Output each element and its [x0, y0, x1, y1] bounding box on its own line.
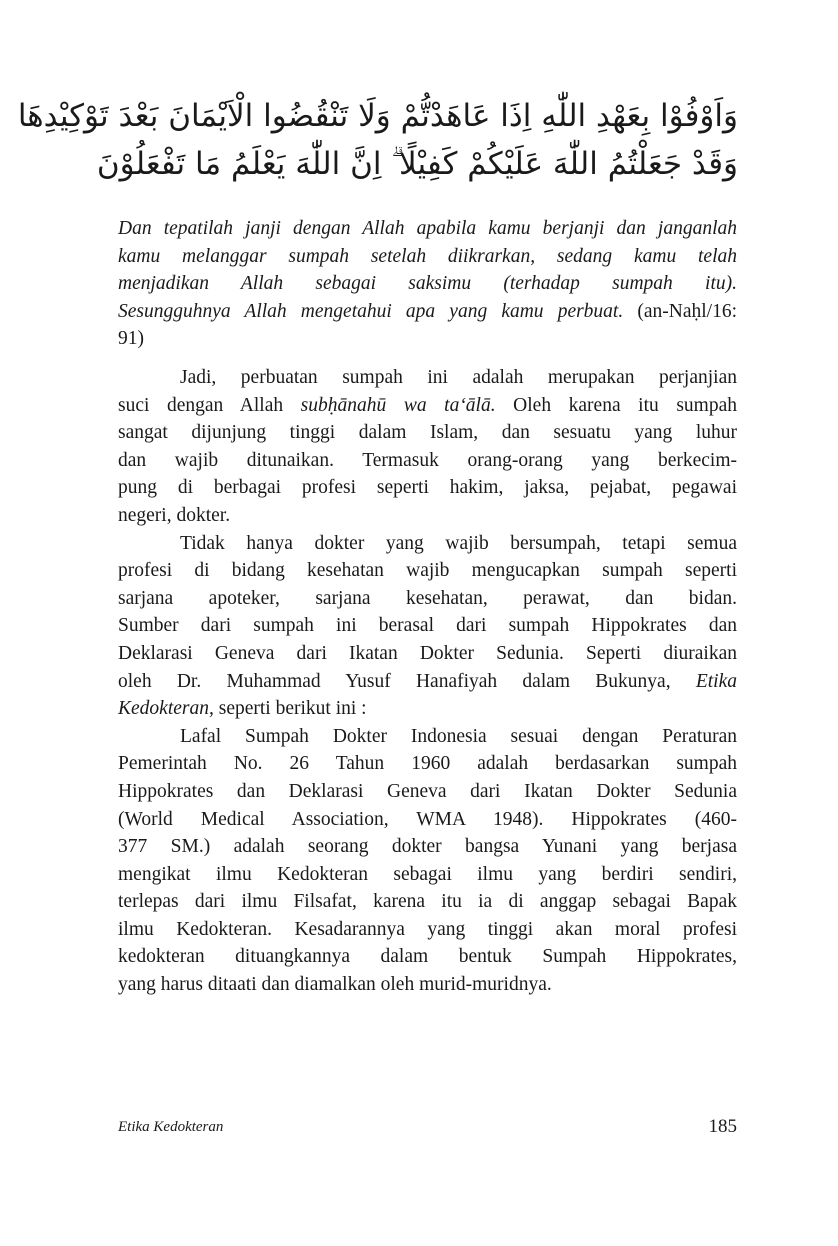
text-segment: 91) — [118, 328, 144, 350]
text-line — [118, 861, 737, 889]
text-segment: kedokteran dituangkannya dalam bentuk Sumpah Hippokrates, — [118, 946, 737, 968]
italic-text: kamu melanggar sumpah setelah diikrarkan, sedang kamu telah — [118, 245, 737, 267]
text-segment: Tidak hanya dokter yang wajib bersumpah, tetapi semua — [180, 532, 737, 554]
text-line — [118, 806, 737, 834]
text-line — [118, 695, 737, 723]
text-segment: (an-Naḥl/16: — [623, 300, 737, 322]
text-line — [118, 557, 737, 585]
text-line — [118, 778, 737, 806]
text-segment: Sumber dari sumpah ini berasal dari sumpah Hippokrates dan — [118, 615, 737, 637]
text-segment: yang harus ditaati dan diamalkan oleh murid-muridnya. — [118, 974, 552, 996]
arabic-verse-line: وَقَدْ جَعَلْتُمُ اللّٰهَ عَلَيْكُمْ كَفِيْلًا ۗ اِنَّ اللّٰهَ يَعْلَمُ مَا تَفْعَلُوْنَ — [96, 146, 738, 182]
text-line — [118, 640, 737, 668]
text-segment: Oleh karena itu sumpah — [495, 394, 737, 416]
text-segment: oleh Dr. Muhammad Yusuf Hanafiyah dalam Bukunya, — [118, 670, 696, 692]
text-segment: Lafal Sumpah Dokter Indonesia sesuai dengan Peraturan — [180, 725, 737, 747]
text-line — [118, 392, 737, 420]
italic-text: Etika — [695, 670, 737, 692]
text-line — [118, 325, 737, 353]
paragraph — [118, 364, 737, 530]
quran-verse-arabic — [17, 92, 738, 188]
italic-text: menjadikan Allah sebagai saksimu (terhadap sumpah itu). — [118, 273, 737, 295]
text-line — [118, 888, 737, 916]
text-line — [118, 585, 737, 613]
text-line — [118, 419, 737, 447]
arabic-verse-line: وَاَوْفُوْا بِعَهْدِ اللّٰهِ اِذَا عَاهَدْتُّمْ وَلَا تَنْقُضُوا الْاَيْمَانَ بَعْدَ تَوْكِيْدِهَا — [17, 98, 738, 134]
text-line — [118, 243, 737, 271]
text-line — [118, 298, 737, 326]
text-line — [118, 364, 737, 392]
italic-text: Kedokteran, — [118, 698, 214, 720]
text-segment: sangat dijunjung tinggi dalam Islam, dan sesuatu yang luhur — [118, 422, 737, 444]
text-segment: 377 SM.) adalah seorang dokter bangsa Yunani yang berjasa — [118, 836, 737, 858]
text-line — [118, 612, 737, 640]
text-segment: mengikat ilmu Kedokteran sebagai ilmu yang berdiri sendiri, — [118, 863, 737, 885]
text-segment: (World Medical Association, WMA 1948). Hippokrates (460- — [118, 808, 737, 830]
text-line — [118, 530, 737, 558]
text-segment: Pemerintah No. 26 Tahun 1960 adalah berdasarkan sumpah — [118, 753, 737, 775]
text-line — [118, 971, 737, 999]
running-footer-title: Etika Kedokteran — [118, 1119, 224, 1135]
text-line — [118, 723, 737, 751]
text-line — [118, 750, 737, 778]
text-segment: suci dengan Allah — [118, 394, 301, 416]
text-segment: Deklarasi Geneva dari Ikatan Dokter Sedunia. Seperti diuraikan — [118, 642, 737, 664]
verse-translation — [118, 215, 737, 353]
text-line — [118, 474, 737, 502]
paragraph — [118, 530, 737, 723]
text-line — [118, 668, 737, 696]
italic-text: Dan tepatilah janji dengan Allah apabila kamu berjanji dan janganlah — [118, 218, 737, 239]
text-line — [118, 916, 737, 944]
text-line — [118, 502, 737, 530]
text-line — [118, 447, 737, 475]
text-line — [118, 215, 737, 243]
text-line — [118, 943, 737, 971]
body-text — [118, 364, 737, 999]
text-segment: ilmu Kedokteran. Kesadarannya yang tinggi akan moral profesi — [118, 918, 737, 940]
text-segment: negeri, dokter. — [118, 504, 231, 526]
italic-text: subḥānahū wa ta‘ālā. — [300, 394, 496, 416]
paragraph — [118, 723, 737, 999]
text-segment: dan wajib ditunaikan. Termasuk orang-orang yang berkecim- — [118, 449, 737, 471]
text-segment: profesi di bidang kesehatan wajib mengucapkan sumpah seperti — [118, 560, 737, 582]
page-number: 185 — [708, 1116, 737, 1137]
text-segment: pung di berbagai profesi seperti hakim, jaksa, pejabat, pegawai — [118, 477, 737, 499]
text-line — [118, 270, 737, 298]
text-segment: terlepas dari ilmu Filsafat, karena itu ia di anggap sebagai Bapak — [118, 891, 737, 913]
text-segment: Hippokrates dan Deklarasi Geneva dari Ikatan Dokter Sedunia — [118, 780, 737, 802]
text-segment: sarjana apoteker, sarjana kesehatan, perawat, dan bidan. — [118, 587, 737, 609]
italic-text: Sesungguhnya Allah mengetahui apa yang kamu perbuat. — [118, 300, 624, 322]
text-line — [118, 833, 737, 861]
text-segment: seperti berikut ini : — [213, 698, 367, 720]
page-footer — [118, 1116, 737, 1137]
text-segment: Jadi, perbuatan sumpah ini adalah merupakan perjanjian — [180, 367, 737, 388]
